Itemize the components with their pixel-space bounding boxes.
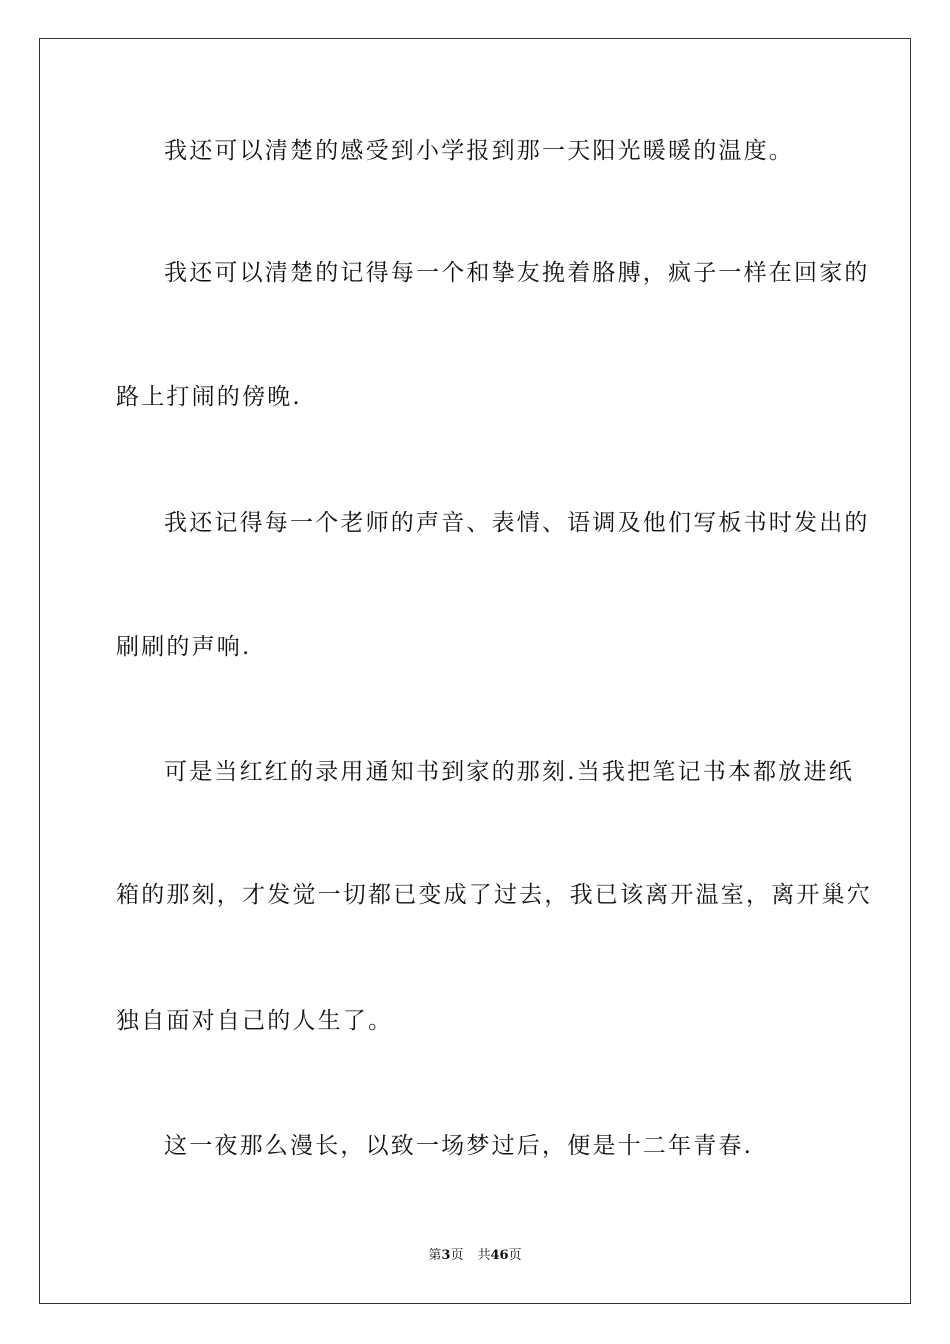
paragraph-line: 这一夜那么漫长，以致一场梦过后，便是十二年青春. — [164, 1133, 754, 1159]
paragraph-line: 刷刷的声响. — [116, 634, 252, 660]
page-prefix: 第 — [428, 1248, 442, 1263]
paragraph-line: 我还记得每一个老师的声音、表情、语调及他们写板书时发出的 — [164, 510, 870, 536]
page-footer — [0, 1247, 950, 1265]
page-border — [39, 38, 911, 1304]
total-prefix: 共 — [477, 1248, 491, 1263]
page-number: 3 — [441, 1248, 451, 1263]
paragraph-line: 独自面对自己的人生了。 — [116, 1008, 394, 1034]
total-suffix: 页 — [508, 1248, 522, 1263]
paragraph-line: 我还可以清楚的感受到小学报到那一天阳光暖暖的温度。 — [164, 138, 794, 164]
page-suffix: 页 — [450, 1248, 464, 1263]
paragraph-line: 路上打闹的傍晚. — [116, 384, 302, 410]
paragraph-line: 我还可以清楚的记得每一个和挚友挽着胳膊，疯子一样在回家的 — [164, 260, 870, 286]
paragraph-line: 箱的那刻，才发觉一切都已变成了过去，我已该离开温室，离开巢穴 — [116, 882, 872, 908]
total-pages: 46 — [490, 1248, 509, 1263]
paragraph-line: 可是当红红的录用通知书到家的那刻.当我把笔记书本都放进纸 — [164, 759, 854, 785]
